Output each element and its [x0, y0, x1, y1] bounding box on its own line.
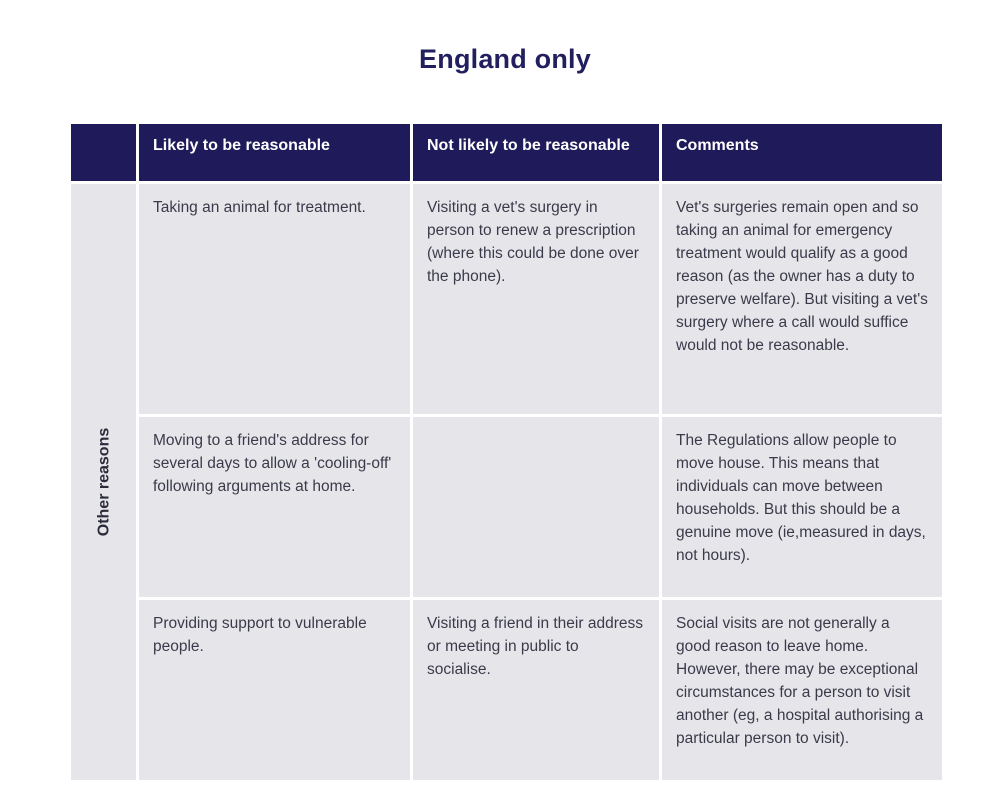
row-group-label: Other reasons: [95, 427, 112, 537]
cell-comments: The Regulations allow people to move house. This means that individuals can move between households. But this should be a genuine move (ie,measured in days, not hours).: [661, 416, 944, 599]
table-row: [70, 183, 944, 416]
cell-not-likely: Visiting a vet's surgery in person to renew a prescription (where this could be done over the phone).: [412, 183, 661, 416]
header-corner-cell: [70, 123, 138, 183]
row-group-label-cell: [70, 183, 138, 782]
page-title: England only: [419, 44, 591, 74]
cell-comments: Social visits are not generally a good reason to leave home. However, there may be exceptional circumstances for a person to visit another (eg, a hospital authorising a particular person to visit).: [661, 599, 944, 782]
table-row: [70, 416, 944, 599]
table-header-row: [70, 123, 944, 183]
cell-likely: Moving to a friend's address for several days to allow a 'cooling-off' following arguments at home.: [138, 416, 412, 599]
guidance-table: [68, 121, 945, 783]
column-header-likely: Likely to be reasonable: [138, 123, 412, 183]
column-header-not-likely: Not likely to be reasonable: [412, 123, 661, 183]
table-row: [70, 599, 944, 782]
cell-likely: Providing support to vulnerable people.: [138, 599, 412, 782]
cell-comments: Vet's surgeries remain open and so taking an animal for emergency treatment would qualify as a good reason (as the owner has a duty to preserve welfare). But visiting a vet's surgery where a call would suffice would not be reasonable.: [661, 183, 944, 416]
cell-likely: Taking an animal for treatment.: [138, 183, 412, 416]
column-header-comments: Comments: [661, 123, 944, 183]
cell-not-likely: Visiting a friend in their address or meeting in public to socialise.: [412, 599, 661, 782]
cell-not-likely: [412, 416, 661, 599]
